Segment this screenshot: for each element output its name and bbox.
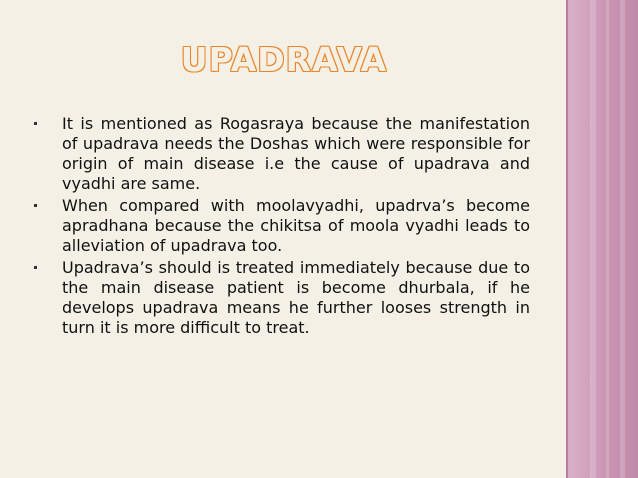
bullet-icon: [34, 266, 37, 269]
bullet-icon: [34, 122, 37, 125]
decorative-sidebar: [568, 0, 638, 478]
sidebar-stripe: [606, 0, 609, 478]
bullet-text: It is mentioned as Rogasraya because the manifestation of upadrava needs the Doshas which were responsible for origin of main disease i.e the cause of upadrava and vyadhi are same.: [62, 114, 530, 193]
sidebar-stripe: [590, 0, 596, 478]
bullet-icon: [34, 204, 37, 207]
bullet-list: [62, 114, 530, 340]
sidebar-stripe: [620, 0, 625, 478]
bullet-item: [62, 114, 530, 194]
slide-title: UPADRAVA: [180, 40, 388, 79]
bullet-item: [62, 196, 530, 256]
bullet-text: When compared with moolavyadhi, upadrva’s become apradhana because the chikitsa of moola vyadhi leads to alleviation of upadrava too.: [62, 196, 530, 255]
bullet-text: Upadrava’s should is treated immediately because due to the main disease patient is become dhurbala, if he develops upadrava means he further looses strength in turn it is more difficult to treat.: [62, 258, 530, 337]
bullet-item: [62, 258, 530, 338]
